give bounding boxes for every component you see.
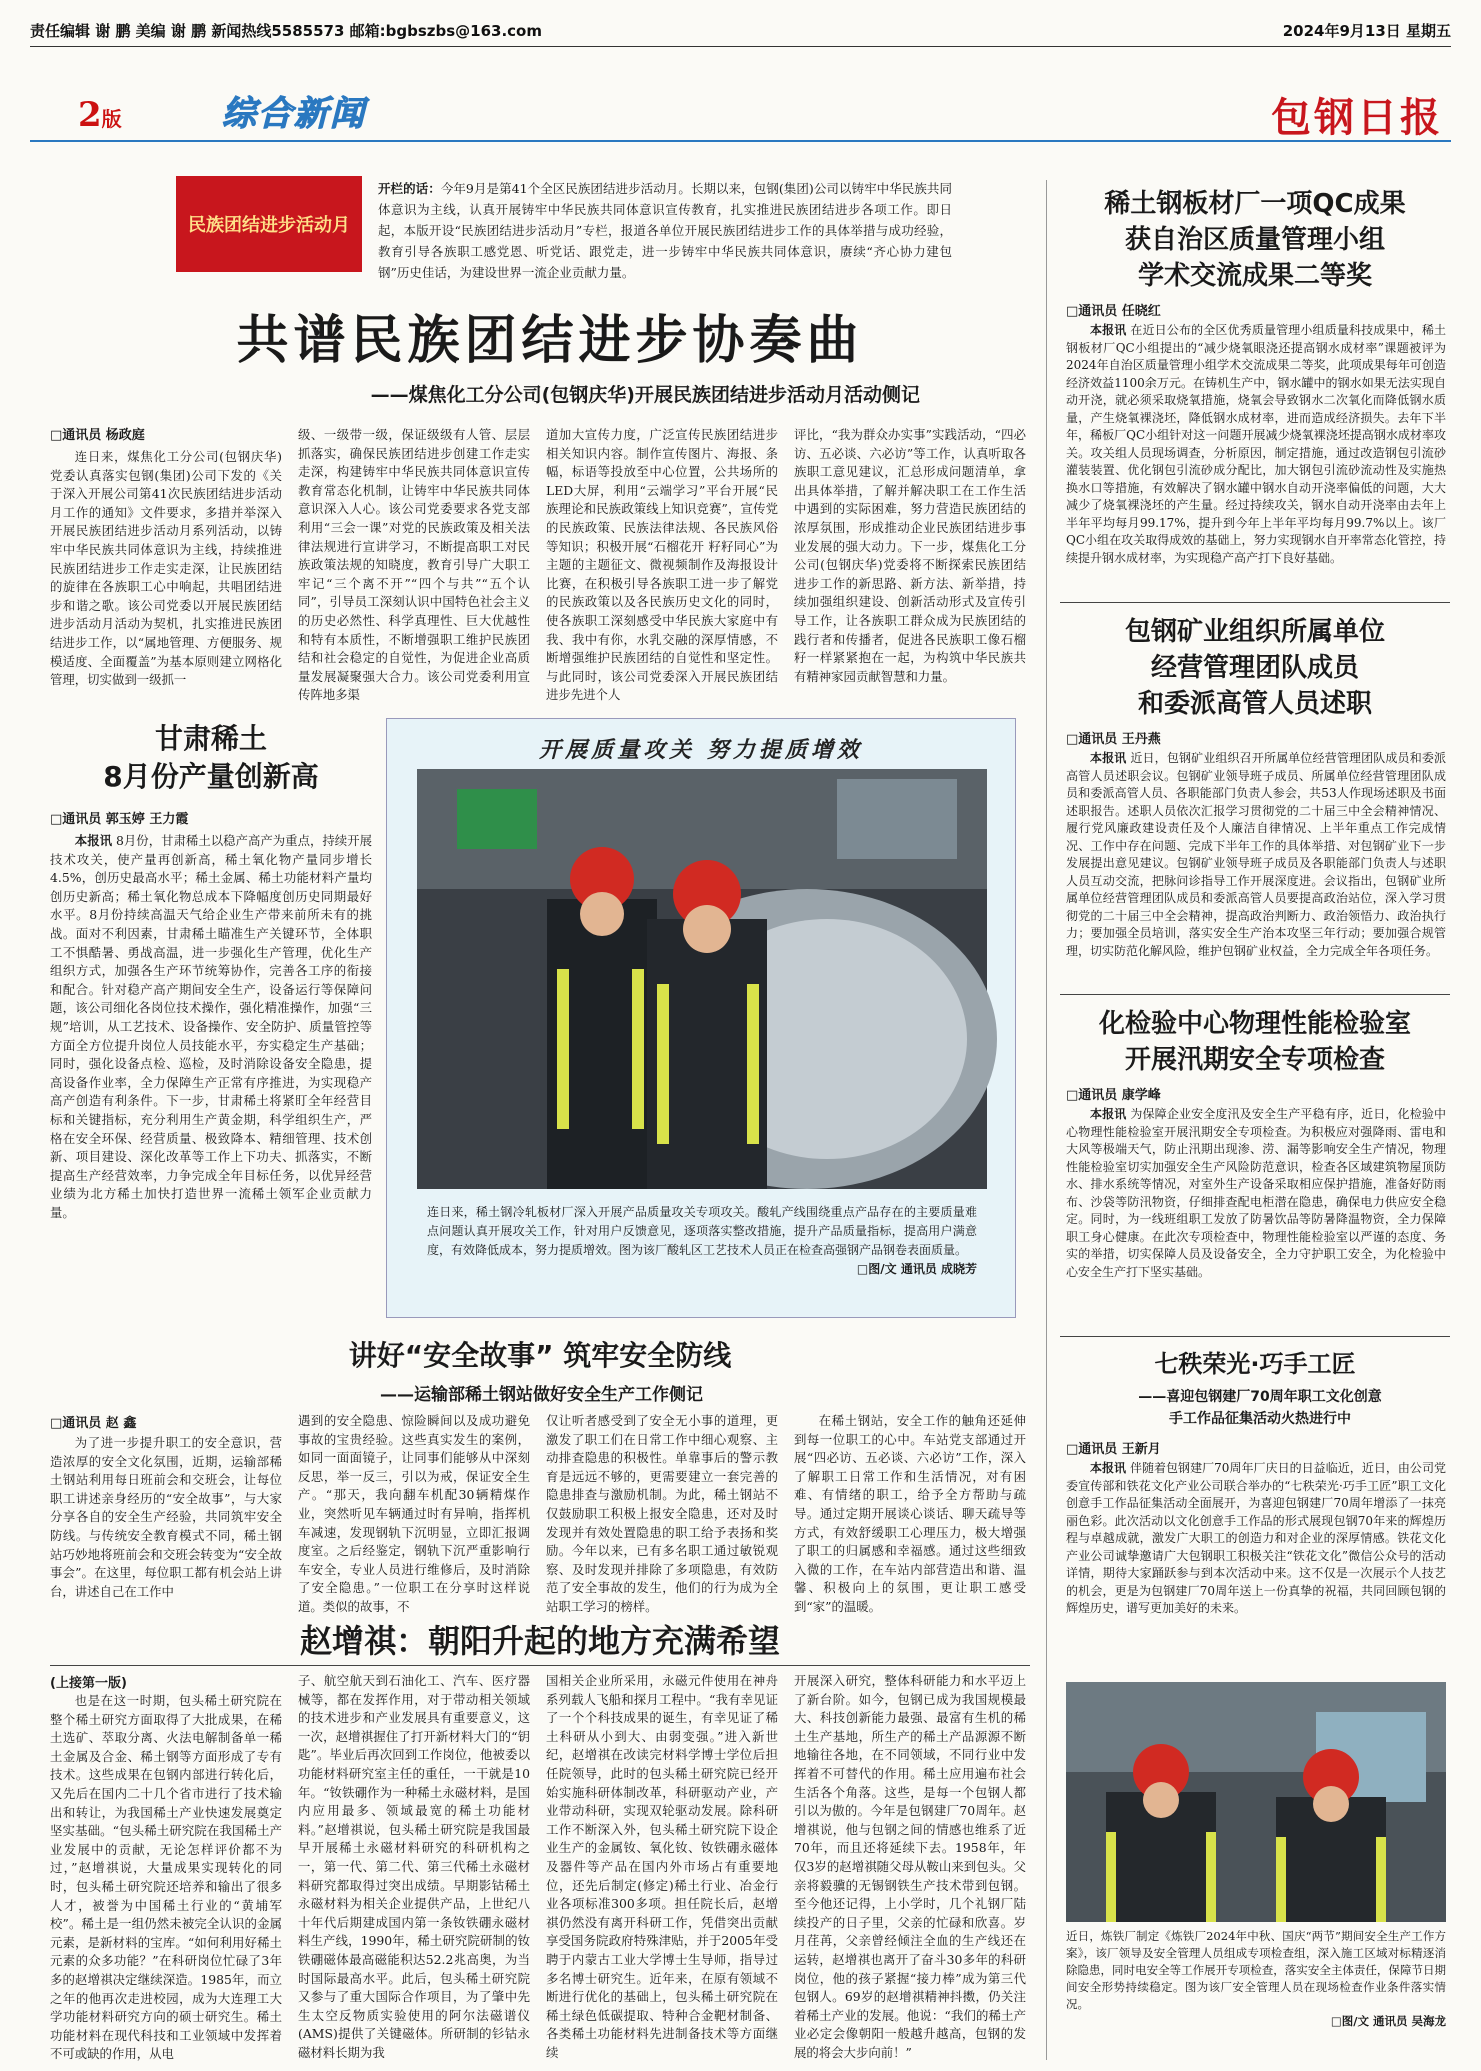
qc-headline bbox=[1060, 186, 1450, 294]
culture-headline: 七秩荣光·巧手工匠 bbox=[1154, 1350, 1356, 1378]
column-intro bbox=[378, 178, 952, 283]
zhao-col-3-text: 国相关企业所采用，永磁元件使用在神舟系列载人飞船和探月工程中。“我有幸见证了一个个科技成果的诞生，有幸见证了稀土科研从小到大、由弱变强。”进入新世纪，赵增祺在改读完材料学博士学位后担任院领导，此时的包头稀土研究院已经开始实施科研体制改革，科研驱动产业，产业带动科研，实现双轮驱动发展。除科研工作不断深入外，包头稀土研究院下设企业生产的金属钕、氧化钕、钕铁硼永磁体及器件等产品在国内外市场占有重要地位，还先后制定(修定)稀土行业、冶金行业各项标准300多项。担任院长后，赵增祺仍然没有离开科研工作，凭借突出贡献享受国务院政府特殊津贴，并于2005年受聘于内蒙古工业大学博士生导师，指导过多名博士研究生。近年来，在原有领域不断进行优化的基础上，包头稀土研究院在稀土绿色低碳提取、特种合金靶材制备、各类稀土功能材料先进制备技术等方面继续 bbox=[546, 1673, 778, 2060]
qc-rule bbox=[1060, 602, 1450, 603]
zhao-col-1 bbox=[50, 1692, 282, 2062]
main-col-1 bbox=[50, 448, 282, 696]
main-subtitle: ——煤焦化工分公司(包钢庆华)开展民族团结进步活动月活动侧记 bbox=[370, 384, 920, 406]
culture-text: 伴随着包钢建厂70周年厂庆日的日益临近，近日，由公司党委宣传部和铁花文化产业公司联合举办的“七秩荣光·巧手工匠”职工文化创意手工作品征集活动全面展开，为喜迎包钢建厂70周年增添了一抹亮丽色彩。此次活动以文化创意手工作品的形式展现包钢70年来的辉煌历程与卓越成就，激发广大职工的创造力和对企业的深厚情感。铁花文化产业公司诚挚邀请广大包钢职工积极关注“铁花文化”微信公众号的活动详情，期待大家踊跃参与到本次活动中来。这不仅是一次展示个人技艺的机会，更是为包钢建厂70周年送上一份真挚的祝福，共同回顾包钢的辉煌历史，谱写更加美好的未来。 bbox=[1066, 1461, 1446, 1615]
photo2-caption bbox=[1066, 1928, 1446, 2030]
zhao-continued: (上接第一版) bbox=[50, 1676, 127, 1691]
zhao-col-4-text: 开展深入研究，整体科研能力和水平迈上了新台阶。如今，包钢已成为我国规模最大、科技创新能力最强、最富有生机的稀土生产基地，所生产的稀土产品源源不断地输往各地，在不同领域，不同行业中发挥着不可替代的作用。稀土应用遍布社会生活各个角落。这些，是每一个包钢人都引以为傲的。今年是包钢建厂70周年。赵增祺说，他与包钢之间的情感也维系了近70年，而且还将延续下去。1958年，年仅3岁的赵增祺随父母从鞍山来到包头。父亲将毅骥的无锡钢铁生产技术带到包钢。至今他还记得，上小学时，几个礼钢厂陆续投产的日子里，父亲的忙碌和欣喜。岁月荏苒，父亲曾经倾注全血的生产线还在运转，赵增祺也离开了奋斗30多年的科研岗位，他的孩子紧握“接力棒”成为第三代包钢人。69岁的赵增祺精神抖擞，仍关注着稀土产业的发展。他说：“我们的稀土产业必定会像朝阳一般越升越高，包钢的发展的将会大步向前！” bbox=[794, 1673, 1026, 2060]
zhao-col-1-text: 也是在这一时期，包头稀土研究院在整个稀土研究方面取得了大批成果，在稀土选矿、萃取分离、火法电解制备单一稀土金属及合金、稀土钢等方面形成了专有技术。这些成果在包钢内部进行转化后，又先后在国内二十几个省市进行了技术输出和转让，为我国稀土产业快速发展奠定坚实基础。“包头稀土研究院在我国稀土产业发展中的贡献，无论怎样评价都不为过，”赵增祺说，大量成果实现转化的同时，包头稀土研究院还培养和输出了很多人才，被誉为中国稀土行业的“黄埔军校”。稀土是一组仍然未被完全认识的金属元素，是新材料的宝库。“如何利用好稀土元素的众多功能？”在科研岗位忙碌了3年多的赵增祺决定继续深造。1985年，而立之年的他再次走进校园，成为大连理工大学功能材料研究方向的硕士研究生。稀土功能材料在现代科技和工业领域中发挥着不可或缺的作用，从电 bbox=[50, 1693, 282, 2062]
qc-body bbox=[1066, 322, 1446, 592]
culture-lead: 本报讯 bbox=[1090, 1461, 1127, 1475]
mining-headline-line1: 包钢矿业组织所属单位 bbox=[1124, 617, 1385, 647]
photo1-caption bbox=[427, 1203, 977, 1279]
main-col-2-text: 级、一级带一级，保证级级有人管、层层抓落实，确保民族团结进步创建工作走实走深，构建铸牢中华民族共同体意识宣传教育常态化机制，让铸牢中华民族共同体意识深入人心。该公司党委要求各党支部利用“三会一课”对党的民族政策及相关法律法规进行宣讲学习，不断提高职工对民族政策法规的知晓度，教育引导广大职工牢记“三个离不开”“四个与共”“五个认同”，引导员工深刻认识中国特色社会主义的历史必然性、科学真理性、巨大优越性和特有本质性，不断增强职工维护民族团结和社会稳定的自觉性，为促进企业高质量发展凝聚强大合力。该公司党委利用宣传阵地多渠 bbox=[298, 427, 530, 703]
photo2-credit: □图/文 通讯员 吴海龙 bbox=[1330, 2014, 1446, 2028]
qc-lead: 本报讯 bbox=[1090, 323, 1127, 337]
intro-lead: 开栏的话： bbox=[378, 181, 441, 196]
qc-headline-line3: 学术交流成果二等奖 bbox=[1137, 261, 1372, 291]
photo1-title: 开展质量攻关 努力提质增效 bbox=[539, 737, 863, 763]
qc-byline: □通讯员 任晓红 bbox=[1066, 304, 1161, 319]
page-number-unit: 版 bbox=[101, 107, 122, 131]
zhao-headline: 赵增祺：朝阳升起的地方充满希望 bbox=[299, 1622, 780, 1660]
safety-headline: 讲好“安全故事” 筑牢安全防线 bbox=[348, 1339, 732, 1372]
masthead-rule bbox=[30, 140, 1451, 142]
gansu-headline-line2: 8月份产量创新高 bbox=[103, 760, 319, 793]
culture-subtitle bbox=[1070, 1386, 1450, 1430]
newspaper-logo: 包钢日报 bbox=[1271, 94, 1443, 141]
culture-body bbox=[1066, 1460, 1446, 1670]
lab-rule bbox=[1060, 1336, 1450, 1337]
column-badge: 民族团结进步活动月 bbox=[176, 176, 362, 272]
main-col-3-text: 道加大宣传力度，广泛宣传民族团结进步相关知识内容。制作宣传图片、海报、条幅，标语等投放至中心位置，公共场所的LED大屏，利用“云端学习”平台开展“民族理论和民族政策线上知识竞赛”，宣传党的民族政策、民族法律法规、各民族风俗等知识；积极开展“石榴花开 籽籽同心”为主题的主题征文、微视频制作及海报设计比赛，在积极引导各族职工进一步了解党的民族政策以及各民族历史文化的同时，使各族职工深刻感受中华民族大家庭中有我、我中有你，水乳交融的深厚情感，不断增强维护民族团结的自觉性和坚定性。与此同时，该公司党委深入开展民族团结进步先进个人 bbox=[546, 427, 778, 703]
lab-body bbox=[1066, 1106, 1446, 1326]
gansu-byline: □通讯员 郭玉婷 王力霞 bbox=[50, 812, 189, 827]
lab-headline-line1: 化检验中心物理性能检验室 bbox=[1098, 1009, 1411, 1039]
qc-text: 在近日公布的全区优秀质量管理小组质量科技成果中，稀土钢板材厂QC小组提出的“减少烧氧眼浇还提高钢水成材率”课题被评为2024年自治区质量管理小组学术交流成果二等奖，此项成果每年可创造经济效益1100余万元。在铸机生产中，钢水罐中的钢水如果无法实现自动开浇，就必须采取烧氧措施，烧氧会导致钢水二次氧化而降低钢水质量，产生烧氧裸浇坯，降低钢水成材率，进而造成经济损失。去年下半年，稀板厂QC小组针对这一问题开展减少烧氧裸浇坯提高钢水成材率攻关。攻关组人员现场调查，分析原因，制定措施，通过改造钢包引流砂灌装装置、优化钢包引流砂成分配比，加大钢包引流砂流动性及实施热换水口等措施，有效解决了钢水罐中钢水自动开浇率偏低的问题，大大减少了烧氧裸浇坯的产生量。经过持续攻关，钢水自动开浇率由去年上半年平均每月99.17%，提升到今年上半年平均每月99.7%以上。该厂QC小组在攻关取得成效的基础上，努力实现钢水自开率常态化管控，持续提升钢水成材率，为实现稳产高产打下良好基础。 bbox=[1066, 323, 1446, 565]
main-col-1-text: 连日来，煤焦化工分公司(包钢庆华)党委认真落实包钢(集团)公司下发的《关于深入开展公司第41次民族团结进步活动月工作的通知》文件要求，多措并举深入开展民族团结进步活动月系列活动，以铸牢中华民族共同体意识为主线，持续推进民族团结进步工作走实走深，让民族团结的旋律在各族职工心中响起，共唱团结进步和谐之歌。该公司党委以开展民族团结进步活动月活动为契机，扎实推进民族团结进步工作，以“属地管理、方便服务、规模适度、全面覆盖”为基本原则建立网格化管理，切实做到一级抓一 bbox=[50, 449, 282, 688]
photo2-image bbox=[1066, 1682, 1446, 1922]
mining-byline: □通讯员 王丹燕 bbox=[1066, 732, 1161, 747]
zhao-col-4 bbox=[794, 1672, 1026, 2060]
lab-lead: 本报讯 bbox=[1090, 1107, 1127, 1121]
lab-byline: □通讯员 康学峰 bbox=[1066, 1088, 1161, 1103]
safety-col-2 bbox=[298, 1412, 530, 1614]
header-rule bbox=[30, 46, 1451, 47]
safety-col-2-text: 遇到的安全隐患、惊险瞬间以及成功避免事故的宝贵经验。这些真实发生的案例，如同一面面镜子，让同事们能够从中深刻反思，举一反三，引以为戒，保证安全生产。“那天，我向翻车机配30辆精煤作业，突然听见车辆通过时有异响，指挥机车减速，发现钢轨下沉明显，立即汇报调度室。之后经鉴定，钢轨下沉严重影响行车安全，专业人员进行维修后，及时消除了安全隐患。”一位职工在分享时这样说道。类似的故事，不 bbox=[298, 1413, 530, 1614]
lab-headline bbox=[1060, 1006, 1450, 1078]
photo1-caption-text: 连日来，稀土钢冷轧板材厂深入开展产品质量攻关专项攻关。酸轧产线围绕重点产品存在的主要质量难点问题认真开展攻关工作，针对用户反馈意见，逐项落实整改措施，提升产品质量指标，提高用户满意度，有效降低成本，努力提质增效。图为该厂酸轧区工艺技术人员正在检查高强钢产品钢卷表面质量。 bbox=[427, 1205, 977, 1257]
gansu-headline bbox=[50, 720, 372, 796]
main-col-2 bbox=[298, 426, 530, 703]
intro-text: 今年9月是第41个全区民族团结进步活动月。长期以来，包钢(集团)公司以铸牢中华民族共同体意识为主线，认真开展铸牢中华民族共同体意识宣传教育，扎实推进民族团结进步各项工作。即日起，本版开设“民族团结进步活动月”专栏，报道各单位开展民族团结进步工作的具体举措与成功经验，教育引导各族职工感党恩、听党话、跟党走，进一步铸牢中华民族共同体意识，赓续“齐心协力建包钢”历史佳话，为建设世界一流企业贡献力量。 bbox=[378, 181, 952, 280]
page-header bbox=[30, 20, 1451, 42]
safety-col-4-text: 在稀土钢站，安全工作的触角还延伸到每一位职工的心中。车站党支部通过开展“四必访、五必谈、六必访”工作，深入了解职工日常工作和生活情况，对有困难、有情绪的职工，给予全方帮助与疏导。通过定期开展谈心谈话、聊天疏导等方式，有效舒缓职工心理压力，极大增强了职工的归属感和幸福感。通过这些细致入微的工作，在车站内部营造出和谐、温馨、积极向上的氛围，更让职工感受到“家”的温暖。 bbox=[794, 1413, 1026, 1614]
mining-headline-line2: 经营管理团队成员 bbox=[1150, 653, 1359, 683]
column-divider bbox=[1046, 180, 1047, 2060]
safety-col-3 bbox=[546, 1412, 778, 1614]
safety-byline: □通讯员 赵 鑫 bbox=[50, 1416, 137, 1431]
mining-text: 近日，包钢矿业组织召开所属单位经营管理团队成员和委派高管人员述职会议。包钢矿业领导班子成员、所属单位经营管理团队成员和委派高管人员、各职能部门负责人参会，共53人作现场述职及书面述职报告。述职人员依次汇报学习贯彻党的二十届三中全会精神情况、履行党风廉政建设责任及个人廉洁自律情况、上半年重点工作完成情况、工作中存在问题、完成下半年工作的具体举措、对包钢矿业下一步发展提出意见建议。包钢矿业领导班子成员及各职能部门负责人与述职人员互动交流，把脉问诊指导工作开展深度进。会议指出，包钢矿业所属单位经营管理团队成员和委派高管人员要提高政治站位，深入学习贯彻党的二十届三中全会精神，提高政治判断力、政治领悟力、政治执行力；要加强全员培训，落实安全生产治本攻坚三年行动；要加强合规管理，切实防范化解风险，维护包钢矿业权益，全力完成全年各项任务。 bbox=[1066, 751, 1446, 958]
page-number-value: 2 bbox=[78, 95, 102, 135]
mining-headline bbox=[1060, 614, 1450, 722]
gansu-body bbox=[50, 832, 372, 1472]
mining-rule bbox=[1060, 994, 1450, 995]
photo2-caption-text: 近日，炼铁厂制定《炼铁厂2024年中秋、国庆“两节”期间安全生产工作方案》，该厂领导及安全管理人员组成专项检查组，深入施工区域对标精逐消除隐患，同时电安全等工作展开专项检查，落实安全主体责任，保障节日期间安全形势持续稳定。图为该厂安全管理人员在现场检查作业条件落实情况。 bbox=[1066, 1929, 1446, 2011]
editor-info: 责任编辑 谢 鹏 美编 谢 鹏 新闻热线5585573 邮箱:bgbszbs@163.com bbox=[30, 22, 542, 40]
mining-headline-line3: 和委派高管人员述职 bbox=[1137, 689, 1372, 719]
safety-subtitle: ——运输部稀土钢站做好安全生产工作侧记 bbox=[380, 1385, 703, 1405]
zhao-col-3 bbox=[546, 1672, 778, 2060]
main-col-4-text: 评比，“我为群众办实事”实践活动，“四必访、五必谈、六必访”等工作，认真听取各族职工意见建议，汇总形成问题清单，拿出具体举措，了解并解决职工在工作生活中遇到的实际困难，努力营造民族团结的浓厚氛围，形成推动企业民族团结进步事业发展的强大动力。下一步，煤焦化工分公司(包钢庆华)党委将不断探索民族团结进步工作的新思路、新方法、新举措，持续加强组织建设、创新活动形式及宣传引导工作，让各族职工群众成为民族团结的践行者和传播者，促进各民族职工像石榴籽一样紧紧抱在一起，为构筑中华民族共有精神家园贡献智慧和力量。 bbox=[794, 427, 1026, 684]
photo-box-1 bbox=[386, 718, 1016, 1318]
mining-lead: 本报讯 bbox=[1090, 751, 1127, 765]
mining-body bbox=[1066, 750, 1446, 982]
qc-headline-line2: 获自治区质量管理小组 bbox=[1124, 225, 1385, 255]
zhao-rule bbox=[50, 1665, 1030, 1666]
culture-byline: □通讯员 王新月 bbox=[1066, 1442, 1161, 1457]
safety-col-1-text: 为了进一步提升职工的安全意识，营造浓厚的安全文化氛围，近期，运输部稀土钢站利用每日班前会和交班会，让每位职工讲述亲身经历的“安全故事”，与大家分享各自的安全生产经验，共同筑牢安全防线。与传统安全教育模式不同，稀土钢站巧妙地将班前会和交班会转变为“安全故事会”。在这里，每位职工都有机会站上讲台，讲述自己在工作中 bbox=[50, 1435, 282, 1599]
culture-subtitle-line1: ——喜迎包钢建厂70周年职工文化创意 bbox=[1138, 1389, 1382, 1405]
main-col-3 bbox=[546, 426, 778, 703]
issue-date: 2024年9月13日 星期五 bbox=[1282, 22, 1451, 40]
gansu-lead: 本报讯 bbox=[74, 833, 113, 848]
photo1-credit: □图/文 通讯员 成晓芳 bbox=[856, 1262, 977, 1276]
main-headline: 共谱民族团结进步协奏曲 bbox=[236, 311, 864, 371]
lab-headline-line2: 开展汛期安全专项检查 bbox=[1124, 1045, 1385, 1075]
main-byline: □通讯员 杨政庭 bbox=[50, 428, 145, 443]
safety-col-3-text: 仅让听者感受到了安全无小事的道理，更激发了职工们在日常工作中细心观察、主动排查隐患的积极性。单靠事后的警示教育是远远不够的，更需要建立一套完善的隐患排查与激励机制。为此，稀土钢站不仅鼓励职工积极上报安全隐患，还对及时发现并有效处置隐患的职工给予表扬和奖励。今年以来，已有多名职工通过敏锐观察、及时发现并排除了多项隐患，有效防范了安全事故的发生，他们的行为成为全站职工学习的榜样。 bbox=[546, 1413, 778, 1614]
qc-headline-line1: 稀土钢板材厂一项QC成果 bbox=[1104, 189, 1406, 219]
gansu-text: 8月份，甘肃稀土以稳产高产为重点，持续开展技术攻关，使产量再创新高，稀土氧化物产量同步增长4.5%，创历史最高水平；稀土金属、稀土功能材料产量均创历史新高；稀土氧化物总成本下降幅度创历史同期最好水平。8月份持续高温天气给企业生产带来前所未有的挑战。面对不利因素，甘肃稀土瞄准生产关键环节，全体职工不惧酷暑、勇战高温，进一步强化生产管理，优化生产组织方式，加强各生产环节统筹协作，完善各工序的衔接和配合。针对稳产高产期间安全生产，设备运行等保障问题，该公司细化各岗位技术操作，强化精准操作，加强“三规”培训，从工艺技术、设备操作、安全防护、质量管控等方面全方位提升岗位人员技能水平，夯实稳定生产基础；同时，强化设备点检、巡检，及时消除设备安全隐患，提高设备作业率，全力保障生产正常有序推进，为实现稳产高产创造有利条件。下一步，甘肃稀土将紧盯全年经营目标和关键指标，充分利用生产黄金期，科学组织生产，严格在安全环保、经营质量、极致降本、精细管理、技术创新、项目建设、深化改革等工作上下功夫、抓落实，不断提高生产经营效率，力争完成全年目标任务，以优异经营业绩为北方稀土加快打造世界一流稀土领军企业贡献力量。 bbox=[50, 833, 373, 1220]
gansu-headline-line1: 甘肃稀土 bbox=[154, 722, 267, 755]
page-number bbox=[78, 95, 122, 135]
culture-subtitle-line2: 手工作品征集活动火热进行中 bbox=[1169, 1411, 1351, 1427]
safety-col-4 bbox=[794, 1412, 1026, 1614]
section-title: 综合新闻 bbox=[222, 94, 366, 134]
main-col-4 bbox=[794, 426, 1026, 696]
lab-text: 为保障企业安全度汛及安全生产平稳有序，近日，化检验中心物理性能检验室开展汛期安全专项检查。为积极应对强降雨、雷电和大风等极端天气，防止汛期出现渗、涝、漏等影响安全生产情况，物理性能检验室切实加强安全生产风险防范意识，检查各区域建筑物屋顶防水、排水系统等情况，对室外生产设备采取相应保护措施，准备好防雨布、沙袋等防汛物资，仔细排查配电柜潜在隐患，确保电力供应安全稳定。同时，为一线班组职工发放了防暑饮品等防暑降温物资，全力保障职工身心健康。在此次专项检查中，物理性能检验室以严谨的态度、务实的举措，切实保障人员及设备安全，全力守护职工安全，为化检验中心安全生产打下坚实基础。 bbox=[1066, 1107, 1446, 1279]
safety-col-1 bbox=[50, 1434, 282, 1604]
zhao-col-2 bbox=[298, 1672, 530, 2060]
zhao-col-2-text: 子、航空航天到石油化工、汽车、医疗器械等，都在发挥作用，对于带动相关领域的技术进步和产业发展具有重要意义，这一次，赵增祺握住了打开新材料大门的“钥匙”。毕业后再次回到工作岗位，他被委以功能材料研究室主任的重任，一干就是10年。“钕铁硼作为一种稀土永磁材料，是国内应用最多、领域最宽的稀土功能材料。”赵增祺说，包头稀土研究院是我国最早开展稀土永磁材料研究的科研机构之一，第一代、第二代、第三代稀土永磁材料研究都取得过突出成绩。早期影钴稀土永磁材料为相关企业提供产品，上世纪八十年代后期建成国内第一条钕铁硼永磁材料生产线，1990年，稀土研究院研制的钕铁硼磁体最高磁能积达52.2兆高奥，为当时国际最高水平。此后，包头稀土研究院又参与了重大国际合作项目，为了肇中先生太空反物质实验使用的阿尔法磁谱仪(AMS)提供了关键磁体。所研制的钐钴永磁材料长期为我 bbox=[298, 1673, 530, 2060]
photo1-image bbox=[417, 769, 987, 1189]
